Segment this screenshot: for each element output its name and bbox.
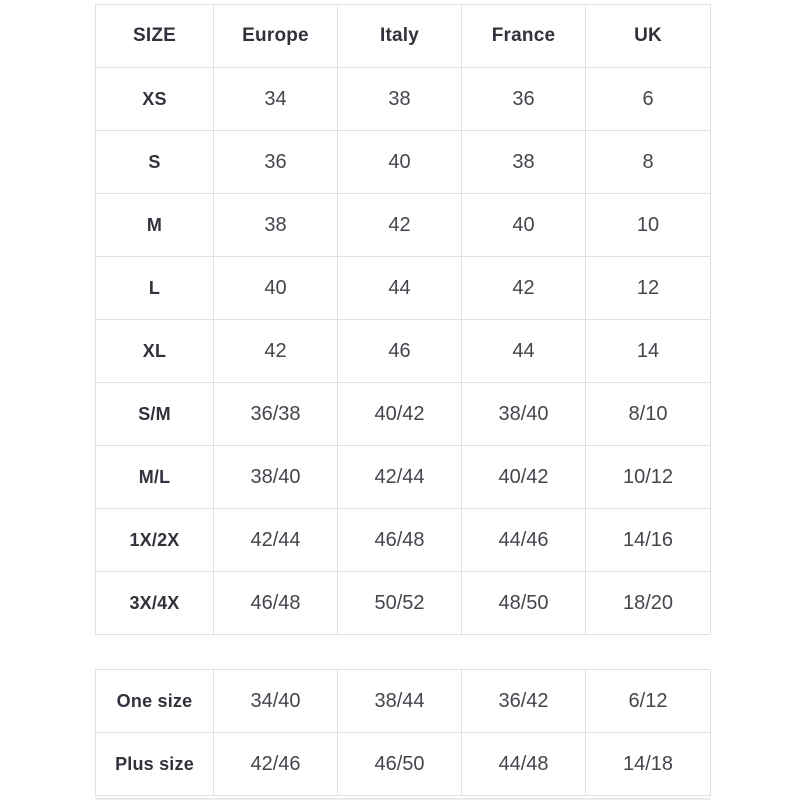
- size-value-cell: 48/50: [462, 572, 586, 635]
- row-label: S/M: [96, 383, 214, 446]
- row-label: Plus size: [96, 733, 214, 796]
- size-value-cell: 38: [214, 194, 338, 257]
- size-value-cell: 18/20: [586, 572, 711, 635]
- size-value-cell: 14: [586, 320, 711, 383]
- row-label: S: [96, 131, 214, 194]
- header-cell: France: [462, 5, 586, 68]
- size-value-cell: 42/44: [338, 446, 462, 509]
- size-value-cell: 34/40: [214, 670, 338, 733]
- size-value-cell: 50/52: [338, 572, 462, 635]
- size-value-cell: 46/48: [338, 509, 462, 572]
- size-value-cell: 42: [214, 320, 338, 383]
- header-cell: Europe: [214, 5, 338, 68]
- row-label: 3X/4X: [96, 572, 214, 635]
- size-table-body: [96, 68, 711, 635]
- size-value-cell: 44/46: [462, 509, 586, 572]
- size-value-cell: 10/12: [586, 446, 711, 509]
- row-label: M/L: [96, 446, 214, 509]
- size-value-cell: 42/46: [214, 733, 338, 796]
- table-row: [96, 509, 711, 572]
- row-label: One size: [96, 670, 214, 733]
- table-row: [96, 320, 711, 383]
- special-size-table-body: [96, 670, 711, 796]
- size-value-cell: 34: [214, 68, 338, 131]
- table-row: [96, 670, 711, 733]
- table-row: [96, 733, 711, 796]
- table-row: [96, 383, 711, 446]
- table-row: [96, 446, 711, 509]
- size-value-cell: 44: [338, 257, 462, 320]
- size-value-cell: 46/48: [214, 572, 338, 635]
- size-value-cell: 36: [214, 131, 338, 194]
- size-value-cell: 40: [462, 194, 586, 257]
- size-value-cell: 46/50: [338, 733, 462, 796]
- table-row: [96, 257, 711, 320]
- size-value-cell: 10: [586, 194, 711, 257]
- size-value-cell: 38: [462, 131, 586, 194]
- size-value-cell: 8/10: [586, 383, 711, 446]
- size-value-cell: 12: [586, 257, 711, 320]
- header-cell: Italy: [338, 5, 462, 68]
- size-value-cell: 36/42: [462, 670, 586, 733]
- header-cell: SIZE: [96, 5, 214, 68]
- table-row: [96, 572, 711, 635]
- size-value-cell: 42: [338, 194, 462, 257]
- size-value-cell: 40/42: [462, 446, 586, 509]
- size-value-cell: 8: [586, 131, 711, 194]
- row-label: 1X/2X: [96, 509, 214, 572]
- table-row: [96, 194, 711, 257]
- size-value-cell: 38/40: [462, 383, 586, 446]
- size-value-cell: 14/16: [586, 509, 711, 572]
- size-value-cell: 40: [338, 131, 462, 194]
- size-value-cell: 36: [462, 68, 586, 131]
- page: [0, 4, 800, 800]
- row-label: XS: [96, 68, 214, 131]
- size-value-cell: 6: [586, 68, 711, 131]
- size-value-cell: 40: [214, 257, 338, 320]
- table-row: [96, 131, 711, 194]
- size-value-cell: 14/18: [586, 733, 711, 796]
- row-label: L: [96, 257, 214, 320]
- size-table-header: [96, 5, 711, 68]
- size-value-cell: 6/12: [586, 670, 711, 733]
- size-value-cell: 44: [462, 320, 586, 383]
- size-value-cell: 38/44: [338, 670, 462, 733]
- special-size-table: [95, 669, 711, 796]
- size-value-cell: 46: [338, 320, 462, 383]
- size-value-cell: 38: [338, 68, 462, 131]
- row-label: M: [96, 194, 214, 257]
- size-conversion-table: [95, 4, 711, 635]
- size-value-cell: 44/48: [462, 733, 586, 796]
- size-value-cell: 42: [462, 257, 586, 320]
- size-value-cell: 40/42: [338, 383, 462, 446]
- size-value-cell: 36/38: [214, 383, 338, 446]
- row-label: XL: [96, 320, 214, 383]
- header-cell: UK: [586, 5, 711, 68]
- table-row: [96, 68, 711, 131]
- size-value-cell: 38/40: [214, 446, 338, 509]
- size-value-cell: 42/44: [214, 509, 338, 572]
- header-row: [96, 5, 711, 68]
